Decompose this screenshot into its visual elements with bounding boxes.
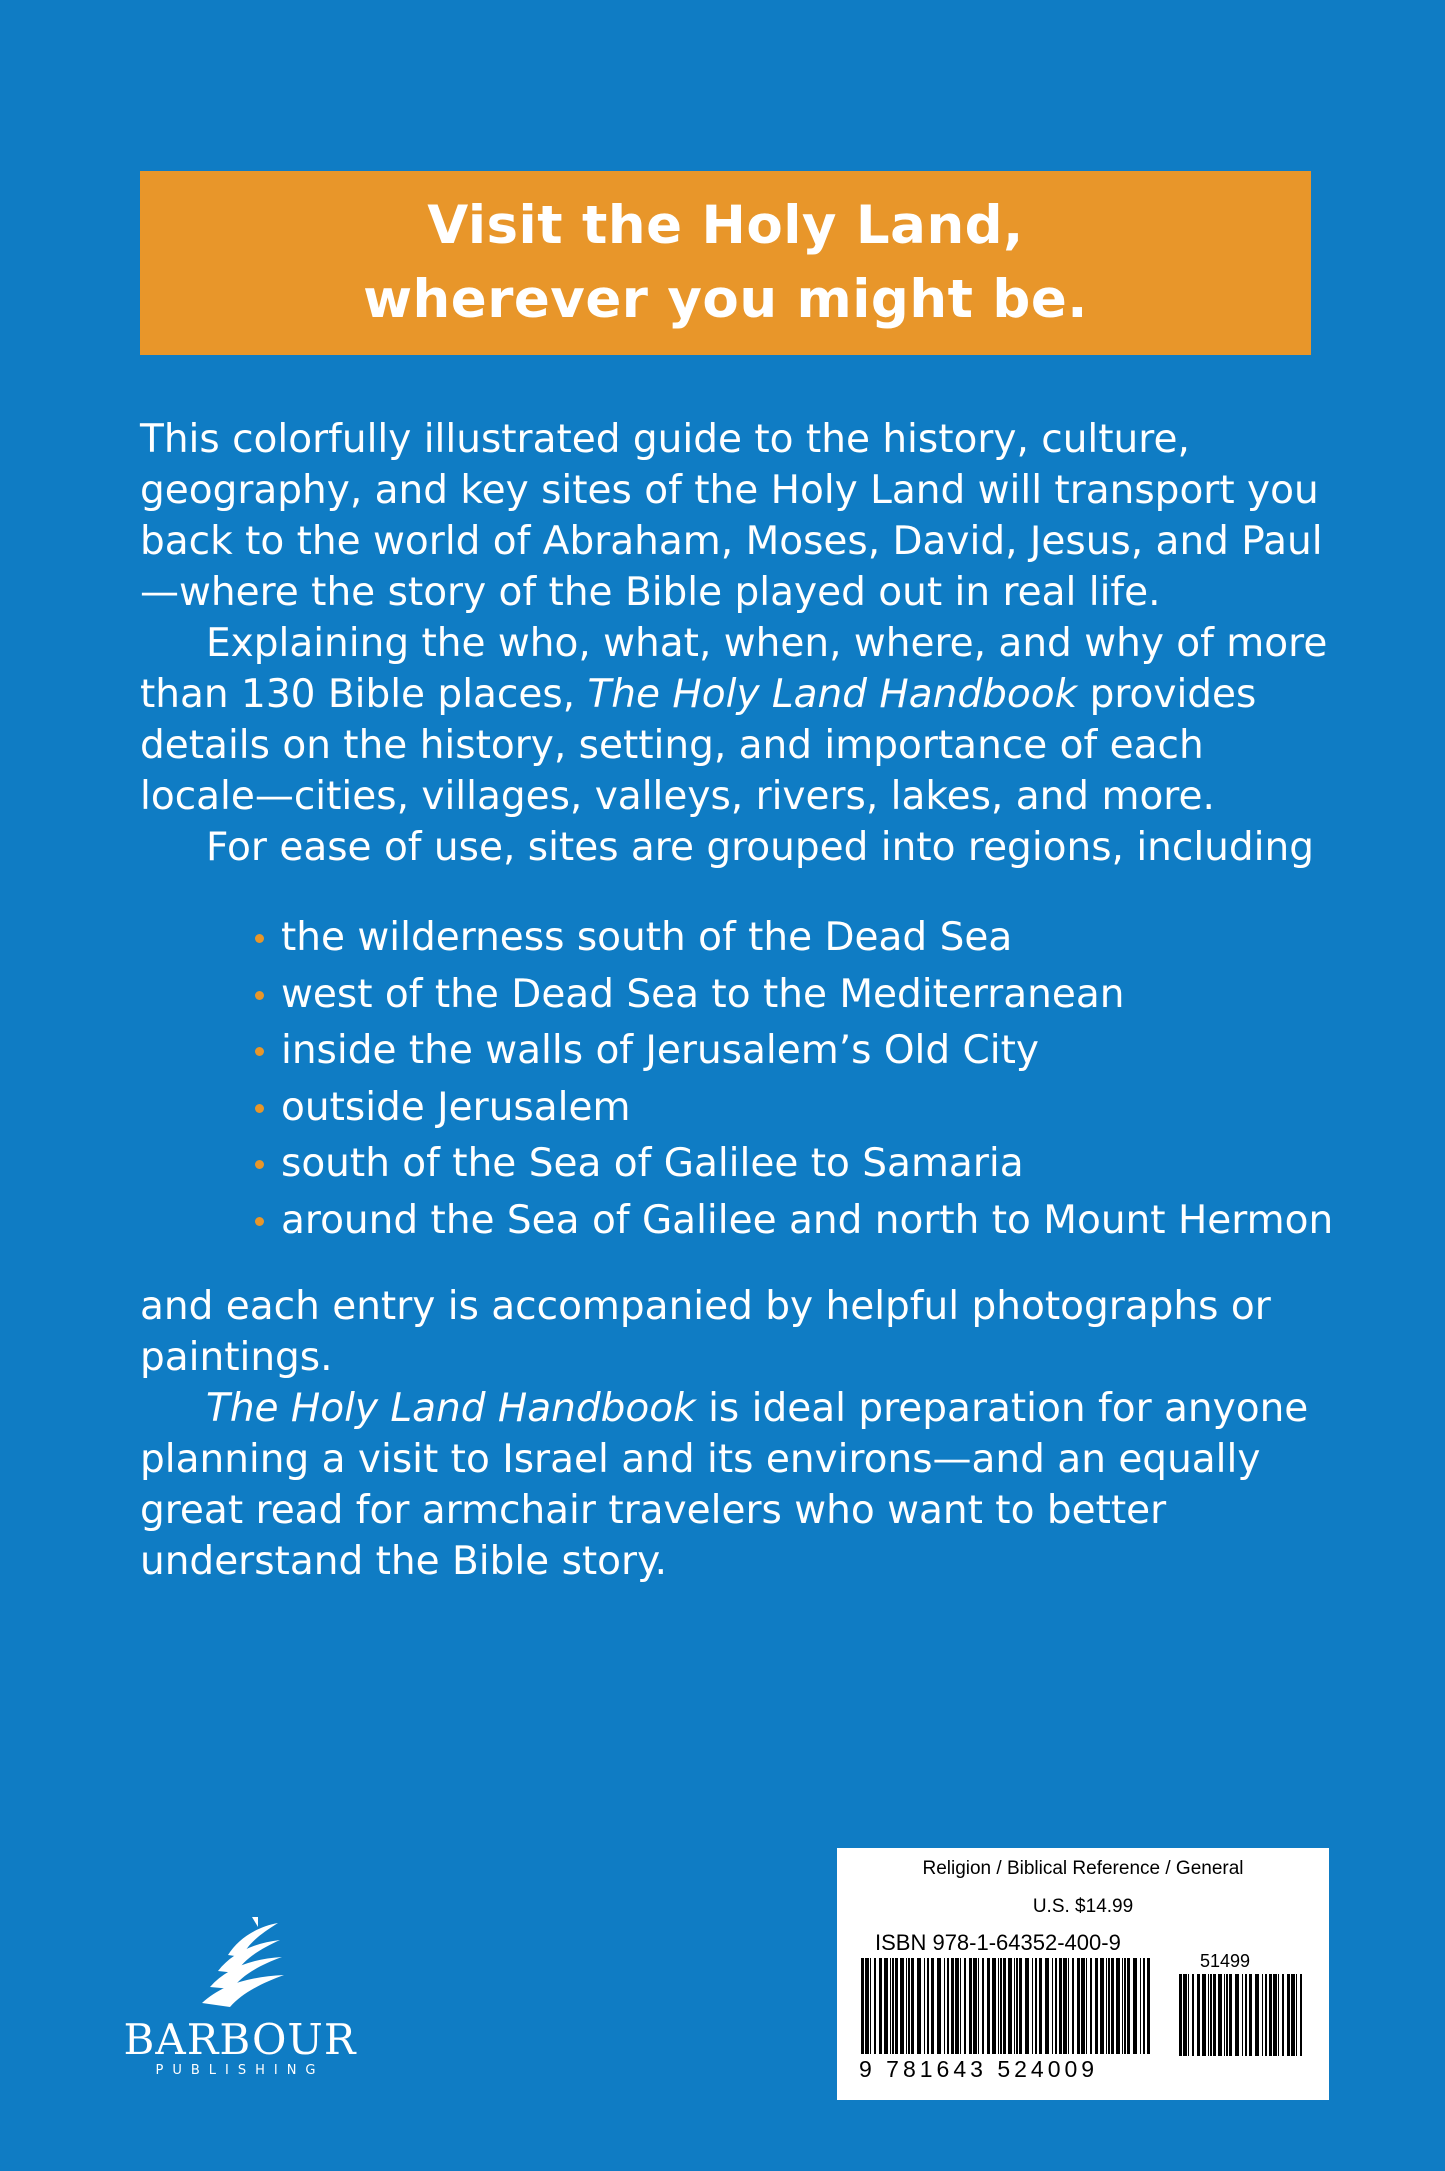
barcode-bar — [987, 1958, 990, 2054]
barcode-bar — [895, 1958, 898, 2054]
intro-paragraph-2-start: Explaining the who, what, when, where, and why of more than 130 Bible places, — [140, 621, 1328, 717]
barcode-bar — [1224, 1974, 1225, 2056]
barcode-bar — [1035, 1958, 1037, 2054]
list-item — [255, 1193, 1333, 1250]
price-label: U.S. $14.99 — [1032, 1896, 1134, 1917]
headline-line-1: Visit the Holy Land, — [427, 195, 1024, 256]
regions-list — [255, 910, 1333, 1250]
list-item-text: west of the Dead Sea to the Mediterranean — [281, 971, 1125, 1017]
barcode-bar — [1122, 1958, 1123, 2054]
intro-paragraph-3: For ease of use, sites are grouped into regions, including — [206, 825, 1314, 870]
list-item-text: south of the Sea of Galilee to Samaria — [281, 1141, 1024, 1187]
barcode-bar — [911, 1958, 914, 2054]
barcode-bar — [1291, 1974, 1295, 2056]
barcode-bar — [1077, 1958, 1080, 2054]
barcode-bar — [1235, 1974, 1239, 2056]
barcode-bar — [927, 1958, 929, 2054]
barcode-bar — [1095, 1958, 1098, 2054]
barcode-bar — [1192, 1974, 1194, 2056]
headline-banner — [140, 171, 1311, 355]
bullet-dot-icon — [255, 934, 264, 943]
barcode-bar — [1300, 1974, 1302, 2056]
list-item — [255, 1080, 1333, 1137]
outro-paragraph-2-end: is ideal preparation for anyone planning a visit to Israel and its environs—and an equally great read for armchair travelers who want to better understand the Bible story. — [140, 1386, 1309, 1584]
barcode-bar — [1019, 1958, 1022, 2054]
barcode-bar — [1032, 1958, 1033, 2054]
barcode-bar — [1208, 1974, 1209, 2056]
barcode-bar — [960, 1958, 961, 2054]
barcode-bar — [1287, 1974, 1290, 2056]
bullet-dot-icon — [255, 991, 264, 1000]
barcode-bar — [1147, 1958, 1150, 2054]
barcode-bar — [998, 1958, 999, 2054]
barcode-bar — [1052, 1958, 1053, 2054]
barcode-bar — [982, 1958, 984, 2054]
barcode-bar — [964, 1958, 966, 2054]
barcode-bar — [1116, 1958, 1120, 2054]
barcode-bar — [1014, 1958, 1015, 2054]
barcode-bar — [1039, 1958, 1042, 2054]
barcode-bar — [1213, 1974, 1216, 2056]
barcode-price-box — [837, 1848, 1329, 2100]
barcode-bar — [1055, 1958, 1057, 2054]
outro-text — [140, 1281, 1330, 1587]
barcode-bar — [1229, 1974, 1232, 2056]
barcode-bar — [937, 1958, 941, 2054]
bullet-dot-icon — [255, 1217, 264, 1226]
outro-paragraph-2 — [140, 1383, 1330, 1587]
barcode-bar — [1282, 1974, 1284, 2056]
barcode-bar — [955, 1958, 959, 2054]
barcode-bar — [906, 1958, 907, 2054]
publisher-subtitle: PUBLISHING — [155, 2063, 325, 2078]
barcode-bar — [1003, 1958, 1006, 2054]
price-addon-number: 51499 — [1200, 1951, 1251, 1971]
list-item — [255, 1136, 1333, 1193]
barcode-bar — [973, 1958, 977, 2054]
barcode-bar — [1183, 1974, 1187, 2056]
barcode-bar — [892, 1958, 894, 2054]
sail-ship-icon — [192, 1915, 292, 2013]
barcode-bar — [1269, 1974, 1272, 2056]
barcode-bar — [890, 1958, 891, 2054]
barcode-bar — [1059, 1958, 1062, 2054]
barcode-bar — [1072, 1958, 1074, 2054]
barcode-bar — [908, 1958, 910, 2054]
barcode-bar — [944, 1958, 945, 2054]
headline-line-2: wherever you might be. — [363, 269, 1088, 330]
barcode-bar — [1016, 1958, 1018, 2054]
barcode-bar — [951, 1958, 954, 2054]
barcode-bar — [1218, 1974, 1222, 2056]
outro-paragraph-1: and each entry is accompanied by helpful photographs or paintings. — [140, 1284, 1271, 1380]
list-item-text: outside Jerusalem — [281, 1084, 631, 1130]
book-title: The Holy Land Handbook — [206, 1386, 696, 1431]
intro-paragraph-2 — [140, 618, 1330, 822]
list-item — [255, 1023, 1333, 1080]
barcode-bar — [1242, 1974, 1243, 2056]
barcode-bar — [1133, 1958, 1137, 2054]
barcode-bar — [1143, 1958, 1145, 2054]
intro-paragraph-2-end: provides details on the history, setting, and importance of each locale—cities, villages, valleys, rivers, lakes, and more. — [140, 672, 1257, 819]
barcode-bar — [1249, 1974, 1252, 2056]
barcode-bar — [900, 1958, 904, 2054]
barcode-bar — [1106, 1958, 1107, 2054]
barcode-bar — [1124, 1958, 1126, 2054]
publisher-logo — [120, 1915, 360, 2090]
barcode-bar — [1081, 1958, 1085, 2054]
barcode-bar — [884, 1958, 888, 2054]
bullet-dot-icon — [255, 1047, 264, 1056]
barcode-bar — [931, 1958, 934, 2054]
barcode-bar — [861, 1958, 864, 2054]
barcode-bar — [879, 1958, 882, 2054]
barcode-bar — [1140, 1958, 1141, 2054]
barcode-main-icon — [859, 1958, 1159, 2054]
barcode-bar — [1068, 1958, 1069, 2054]
barcode-bar — [969, 1958, 972, 2054]
barcode-bar — [1188, 1974, 1189, 2056]
barcode-bar — [1210, 1974, 1212, 2056]
barcode-bar — [1127, 1958, 1130, 2054]
barcode-bar — [1245, 1974, 1247, 2056]
barcode-addon-icon — [1177, 1974, 1307, 2056]
barcode-bar — [1226, 1974, 1228, 2056]
barcode-bar — [874, 1958, 876, 2054]
barcode-bar — [992, 1958, 996, 2054]
barcode-bar — [1008, 1958, 1012, 2054]
barcode-bar — [1086, 1958, 1087, 2054]
barcode-bar — [1296, 1974, 1297, 2056]
barcode-bar — [1273, 1974, 1277, 2056]
barcode-bar — [917, 1958, 921, 2054]
bullet-dot-icon — [255, 1104, 264, 1113]
barcode-bar — [1063, 1958, 1067, 2054]
barcode-bar — [1108, 1958, 1110, 2054]
barcode-bar — [1202, 1974, 1206, 2056]
barcode-digits: 9 781643 524009 — [859, 2056, 1099, 2082]
barcode-bar — [1255, 1974, 1259, 2056]
list-item-text: inside the walls of Jerusalem’s Old City — [281, 1028, 1039, 1074]
barcode-bar — [1179, 1974, 1182, 2056]
barcode-bar — [865, 1958, 869, 2054]
list-item-text: the wilderness south of the Dead Sea — [281, 915, 1013, 960]
barcode-bar — [1000, 1958, 1002, 2054]
list-item — [255, 967, 1333, 1024]
barcode-bar — [978, 1958, 979, 2054]
list-item-text: around the Sea of Galilee and north to Mount Hermon — [281, 1197, 1334, 1243]
barcode-bar — [947, 1958, 949, 2054]
barcode-bar — [1111, 1958, 1114, 2054]
barcode-bar — [1197, 1974, 1200, 2056]
barcode-bar — [1100, 1958, 1104, 2054]
barcode-bar — [1278, 1974, 1279, 2056]
intro-text — [140, 414, 1330, 873]
intro-paragraph-1: This colorfully illustrated guide to the history, culture, geography, and key sites of the Holy Land will transport you back to the world of Abraham, Moses, David, Jesus, and Paul—where the story of the Bible played out in real life. — [140, 417, 1323, 615]
bullet-dot-icon — [255, 1160, 264, 1169]
barcode-bar — [924, 1958, 925, 2054]
bisac-category: Religion / Biblical Reference / General — [922, 1858, 1244, 1879]
book-title: The Holy Land Handbook — [587, 672, 1078, 717]
barcode-bar — [1090, 1958, 1092, 2054]
barcode-bar — [1045, 1958, 1049, 2054]
publisher-name: BARBOUR — [123, 2015, 357, 2064]
barcode-bar — [1262, 1974, 1263, 2056]
isbn-label: ISBN 978-1-64352-400-9 — [875, 1930, 1121, 1955]
barcode-bar — [1265, 1974, 1267, 2056]
barcode-bar — [1025, 1958, 1029, 2054]
list-item — [255, 910, 1333, 967]
barcode-bar — [870, 1958, 871, 2054]
